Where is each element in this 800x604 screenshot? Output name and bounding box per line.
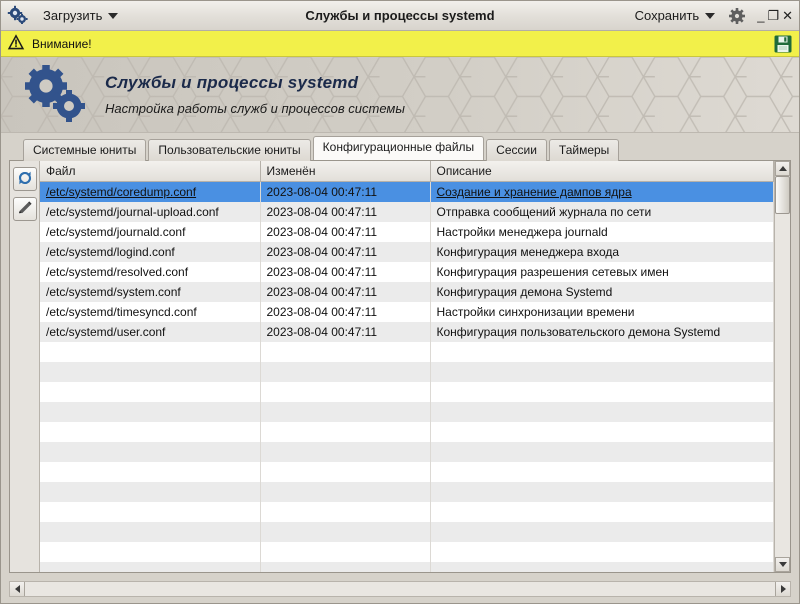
cell-empty <box>430 422 774 442</box>
cell-empty <box>430 382 774 402</box>
banner-text-block <box>105 73 405 116</box>
table-row-empty <box>40 362 774 382</box>
cell-empty <box>40 382 260 402</box>
tab-user-units[interactable] <box>148 139 310 161</box>
table-row[interactable] <box>40 302 774 322</box>
cell-empty <box>40 422 260 442</box>
cell-file: /etc/systemd/coredump.conf <box>40 182 260 202</box>
cell-empty <box>430 502 774 522</box>
vertical-scroll-thumb[interactable] <box>775 176 790 214</box>
cell-description: Конфигурация демона Systemd <box>430 282 774 302</box>
cell-empty <box>40 562 260 573</box>
page-banner <box>1 57 799 133</box>
cell-modified: 2023-08-04 00:47:11 <box>260 322 430 342</box>
page-subtitle: Настройка работы служб и процессов системы <box>105 101 405 116</box>
horizontal-scrollbar[interactable] <box>9 581 791 597</box>
table-body <box>40 182 774 573</box>
cell-empty <box>260 342 430 362</box>
tab-label: Пользовательские юниты <box>158 143 301 157</box>
table-row[interactable] <box>40 322 774 342</box>
table-row-empty <box>40 442 774 462</box>
table-header-row <box>40 161 774 182</box>
table-row-empty <box>40 422 774 442</box>
save-menu-button[interactable] <box>629 5 722 26</box>
tab-label: Системные юниты <box>33 143 137 157</box>
cell-description: Конфигурация пользовательского демона Systemd <box>430 322 774 342</box>
cell-empty <box>40 462 260 482</box>
table-header <box>40 161 774 182</box>
table-row[interactable] <box>40 182 774 202</box>
table-row[interactable] <box>40 222 774 242</box>
cell-modified: 2023-08-04 00:47:11 <box>260 302 430 322</box>
cell-empty <box>430 462 774 482</box>
minimize-button[interactable]: _ <box>757 7 765 23</box>
gears-icon <box>7 5 29 27</box>
tab-label: Конфигурационные файлы <box>322 140 475 154</box>
tab-timers[interactable] <box>549 139 619 161</box>
cell-empty <box>40 442 260 462</box>
scroll-right-button[interactable] <box>775 582 790 596</box>
cell-file: /etc/systemd/journal-upload.conf <box>40 202 260 222</box>
cell-empty <box>260 562 430 573</box>
vertical-scroll-track[interactable] <box>775 176 790 557</box>
cell-file: /etc/systemd/timesyncd.conf <box>40 302 260 322</box>
cell-description: Создание и хранение дампов ядра <box>430 182 774 202</box>
close-button[interactable]: ✕ <box>782 7 793 23</box>
cell-description: Конфигурация менеджера входа <box>430 242 774 262</box>
cell-empty <box>40 362 260 382</box>
cell-modified: 2023-08-04 00:47:11 <box>260 262 430 282</box>
cell-empty <box>430 442 774 462</box>
table-row-empty <box>40 502 774 522</box>
warning-triangle-icon <box>7 33 25 54</box>
column-header-description[interactable]: Описание <box>430 161 774 182</box>
title-bar-left <box>7 5 124 27</box>
gears-icon <box>19 64 91 126</box>
warning-bar <box>1 31 799 57</box>
cell-empty <box>260 462 430 482</box>
cell-empty <box>430 562 774 573</box>
pencil-icon <box>17 200 33 219</box>
title-bar <box>1 1 799 31</box>
cell-empty <box>260 362 430 382</box>
table-row-empty <box>40 462 774 482</box>
table-row-empty <box>40 562 774 573</box>
cell-empty <box>430 542 774 562</box>
cell-file: /etc/systemd/system.conf <box>40 282 260 302</box>
page-title: Службы и процессы systemd <box>105 73 359 92</box>
scroll-left-button[interactable] <box>10 582 25 596</box>
warning-text: Внимание! <box>32 36 92 51</box>
table-row[interactable] <box>40 242 774 262</box>
scroll-down-button[interactable] <box>775 557 790 572</box>
edit-button[interactable] <box>13 197 37 221</box>
load-menu-button[interactable] <box>37 5 124 26</box>
cell-modified: 2023-08-04 00:47:11 <box>260 282 430 302</box>
refresh-button[interactable] <box>13 167 37 191</box>
cell-empty <box>260 402 430 422</box>
chevron-right-icon <box>781 585 786 593</box>
cell-file: /etc/systemd/journald.conf <box>40 222 260 242</box>
cell-file: /etc/systemd/user.conf <box>40 322 260 342</box>
chevron-down-icon <box>705 13 715 19</box>
gear-icon[interactable] <box>727 6 747 26</box>
content-panel <box>9 160 791 573</box>
table-row-empty <box>40 342 774 362</box>
cell-modified: 2023-08-04 00:47:11 <box>260 182 430 202</box>
table-row[interactable] <box>40 282 774 302</box>
cell-empty <box>260 502 430 522</box>
horizontal-scroll-track[interactable] <box>25 582 775 596</box>
table-row[interactable] <box>40 262 774 282</box>
cell-empty <box>40 522 260 542</box>
cell-empty <box>260 442 430 462</box>
tab-system-units[interactable] <box>23 139 146 161</box>
cell-file: /etc/systemd/logind.conf <box>40 242 260 262</box>
floppy-save-icon[interactable] <box>773 34 793 54</box>
cell-empty <box>430 362 774 382</box>
cell-empty <box>40 502 260 522</box>
maximize-button[interactable]: ❐ <box>767 7 780 23</box>
chevron-down-icon <box>779 562 787 567</box>
tab-sessions[interactable] <box>486 139 547 161</box>
window-title: Службы и процессы systemd <box>305 8 495 23</box>
table-row[interactable] <box>40 202 774 222</box>
tool-sidebar <box>10 161 40 572</box>
column-header-modified[interactable]: Изменён <box>260 161 430 182</box>
cell-empty <box>260 522 430 542</box>
cell-empty <box>260 422 430 442</box>
save-menu-label: Сохранить <box>634 8 700 23</box>
cell-description: Отправка сообщений журнала по сети <box>430 202 774 222</box>
cell-empty <box>40 542 260 562</box>
tab-config-files[interactable] <box>313 136 484 160</box>
table-row-empty <box>40 542 774 562</box>
cell-empty <box>260 542 430 562</box>
table-row-empty <box>40 402 774 422</box>
cell-empty <box>430 342 774 362</box>
table-row-empty <box>40 482 774 502</box>
cell-modified: 2023-08-04 00:47:11 <box>260 242 430 262</box>
column-header-file[interactable]: Файл <box>40 161 260 182</box>
title-bar-right <box>629 5 797 26</box>
vertical-scrollbar[interactable] <box>774 161 790 572</box>
tab-label: Сессии <box>496 143 537 157</box>
load-menu-label: Загрузить <box>43 8 103 23</box>
scroll-up-button[interactable] <box>775 161 790 176</box>
cell-empty <box>430 522 774 542</box>
chevron-down-icon <box>108 13 118 19</box>
cell-file: /etc/systemd/resolved.conf <box>40 262 260 282</box>
cell-empty <box>40 482 260 502</box>
cell-empty <box>260 382 430 402</box>
tab-label: Таймеры <box>558 143 610 157</box>
cell-modified: 2023-08-04 00:47:11 <box>260 222 430 242</box>
config-files-grid <box>40 161 774 572</box>
cell-description: Настройки синхронизации времени <box>430 302 774 322</box>
chevron-up-icon <box>779 166 787 171</box>
refresh-icon <box>17 170 33 189</box>
cell-description: Конфигурация разрешения сетевых имен <box>430 262 774 282</box>
cell-empty <box>430 402 774 422</box>
cell-empty <box>40 342 260 362</box>
chevron-left-icon <box>15 585 20 593</box>
window-controls <box>757 7 797 23</box>
tab-bar <box>1 133 799 160</box>
table-row-empty <box>40 522 774 542</box>
cell-modified: 2023-08-04 00:47:11 <box>260 202 430 222</box>
cell-empty <box>260 482 430 502</box>
cell-description: Настройки менеджера journald <box>430 222 774 242</box>
table-row-empty <box>40 382 774 402</box>
cell-empty <box>430 482 774 502</box>
cell-empty <box>40 402 260 422</box>
file-table <box>40 161 774 572</box>
